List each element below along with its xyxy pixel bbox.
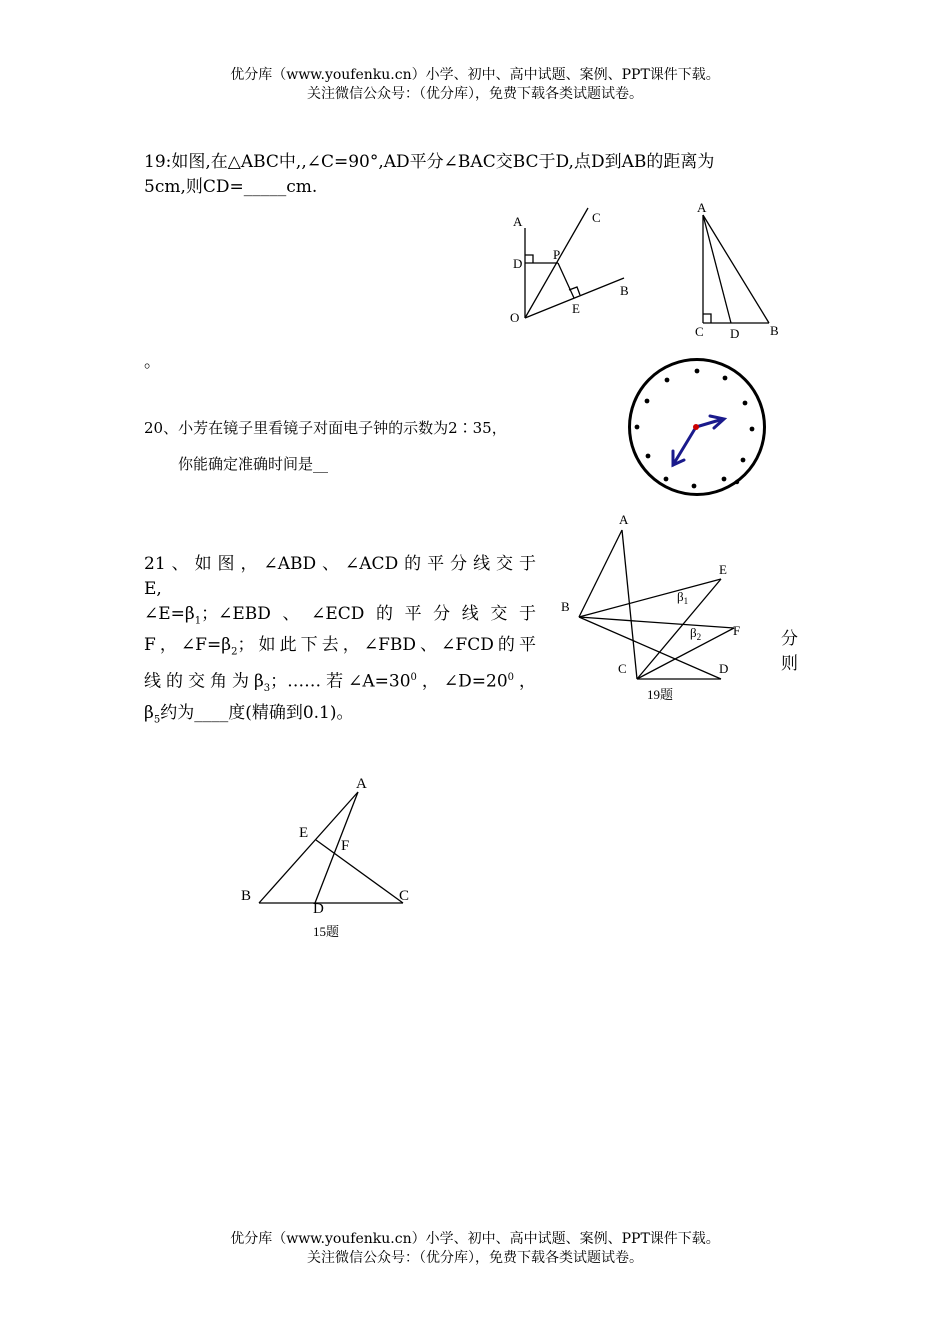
- segment-be: [579, 579, 721, 617]
- right-angle-c: [703, 314, 711, 323]
- q20-line-2: 你能确定准确时间是__: [178, 455, 329, 473]
- header-line-1: 优分库（www.youfenku.cn）小学、初中、高中试题、案例、PPT课件下载。: [230, 67, 720, 83]
- clock-center-dot: [693, 424, 699, 430]
- segment-bf: [579, 617, 734, 628]
- label-d: D: [719, 661, 729, 676]
- label-f: F: [341, 838, 350, 854]
- figure-15: [235, 770, 415, 945]
- q21-line-3: $\angle E=\beta_1$；∠EBD、∠ECD的平分线交于: [144, 604, 536, 627]
- caption-19: 19题: [647, 687, 674, 702]
- segment-ba: [579, 530, 622, 617]
- q21-line-4: F，$\angle F=\beta_2$；如此下去，∠FBD、∠FCD的平: [144, 635, 536, 658]
- label-p: P: [553, 247, 561, 262]
- label-e: E: [719, 562, 727, 577]
- label-c: C: [618, 661, 627, 676]
- label-f: F: [733, 623, 741, 638]
- label-c: C: [592, 210, 601, 225]
- q19-line-1: 19:如图,在△ABC中,,∠C=90°,AD平分∠BAC交BC于D,点D到AB的距离为: [144, 152, 715, 172]
- label-e: E: [572, 301, 580, 316]
- label-beta1: $\beta_1$: [677, 589, 689, 606]
- q19-line-2: 5cm,则CD=_____cm.: [144, 177, 318, 197]
- label-d: D: [313, 901, 324, 917]
- label-b: B: [561, 599, 570, 614]
- stray-period: 。: [144, 352, 161, 372]
- label-d: D: [730, 326, 740, 341]
- segment-bd: [579, 617, 721, 679]
- q21-line-1: 21、如图，∠ABD、∠ACD的平分线交于: [144, 554, 536, 574]
- caption-15: 15题: [313, 924, 340, 939]
- label-b: B: [241, 888, 252, 904]
- label-a: A: [619, 512, 629, 527]
- header-line-2: 关注微信公众号：（优分库），免费下载各类试题试卷。: [307, 86, 643, 102]
- figure-21: [555, 510, 755, 705]
- label-b: B: [620, 283, 629, 298]
- label-c: C: [399, 888, 410, 904]
- q21-block: [144, 552, 536, 732]
- side-ab: [703, 215, 769, 323]
- label-d: D: [513, 256, 523, 271]
- line-pe: [558, 263, 574, 298]
- footer-line-1: 优分库（www.youfenku.cn）小学、初中、高中试题、案例、PPT课件下载。: [230, 1231, 720, 1247]
- footer-line-2: 关注微信公众号：（优分库），免费下载各类试题试卷。: [307, 1250, 643, 1266]
- label-b: B: [770, 323, 779, 338]
- segment-ad: [315, 792, 358, 903]
- segment-ad: [703, 215, 731, 323]
- q21-line-2: E,: [144, 579, 162, 599]
- figure-angle-bisector: [500, 200, 640, 330]
- q20-line-1: 20、小芳在镜子里看镜子对面电子钟的示数为2∶35，: [144, 419, 507, 437]
- figure-clock: [625, 356, 770, 499]
- label-o: O: [510, 310, 520, 325]
- figure-right-triangle: [690, 195, 785, 340]
- label-e: E: [299, 825, 309, 841]
- label-a: A: [697, 200, 707, 215]
- label-c: C: [695, 324, 704, 339]
- label-a: A: [513, 214, 523, 229]
- segment-ec: [316, 840, 403, 903]
- label-a: A: [356, 776, 367, 792]
- q21-line-6: $\beta_5$约为____度(精确到0.1)。: [144, 702, 354, 726]
- label-beta2: $\beta_2$: [690, 625, 702, 642]
- right-angle-d: [525, 255, 533, 263]
- q21-right-fragment-2: 则: [781, 654, 798, 674]
- q21-line-5: 线的交角为$\beta_3$；……若$\angle A=30^0$，$\angle D=20^0$，: [144, 671, 537, 694]
- q21-right-fragment-1: 分: [781, 629, 798, 649]
